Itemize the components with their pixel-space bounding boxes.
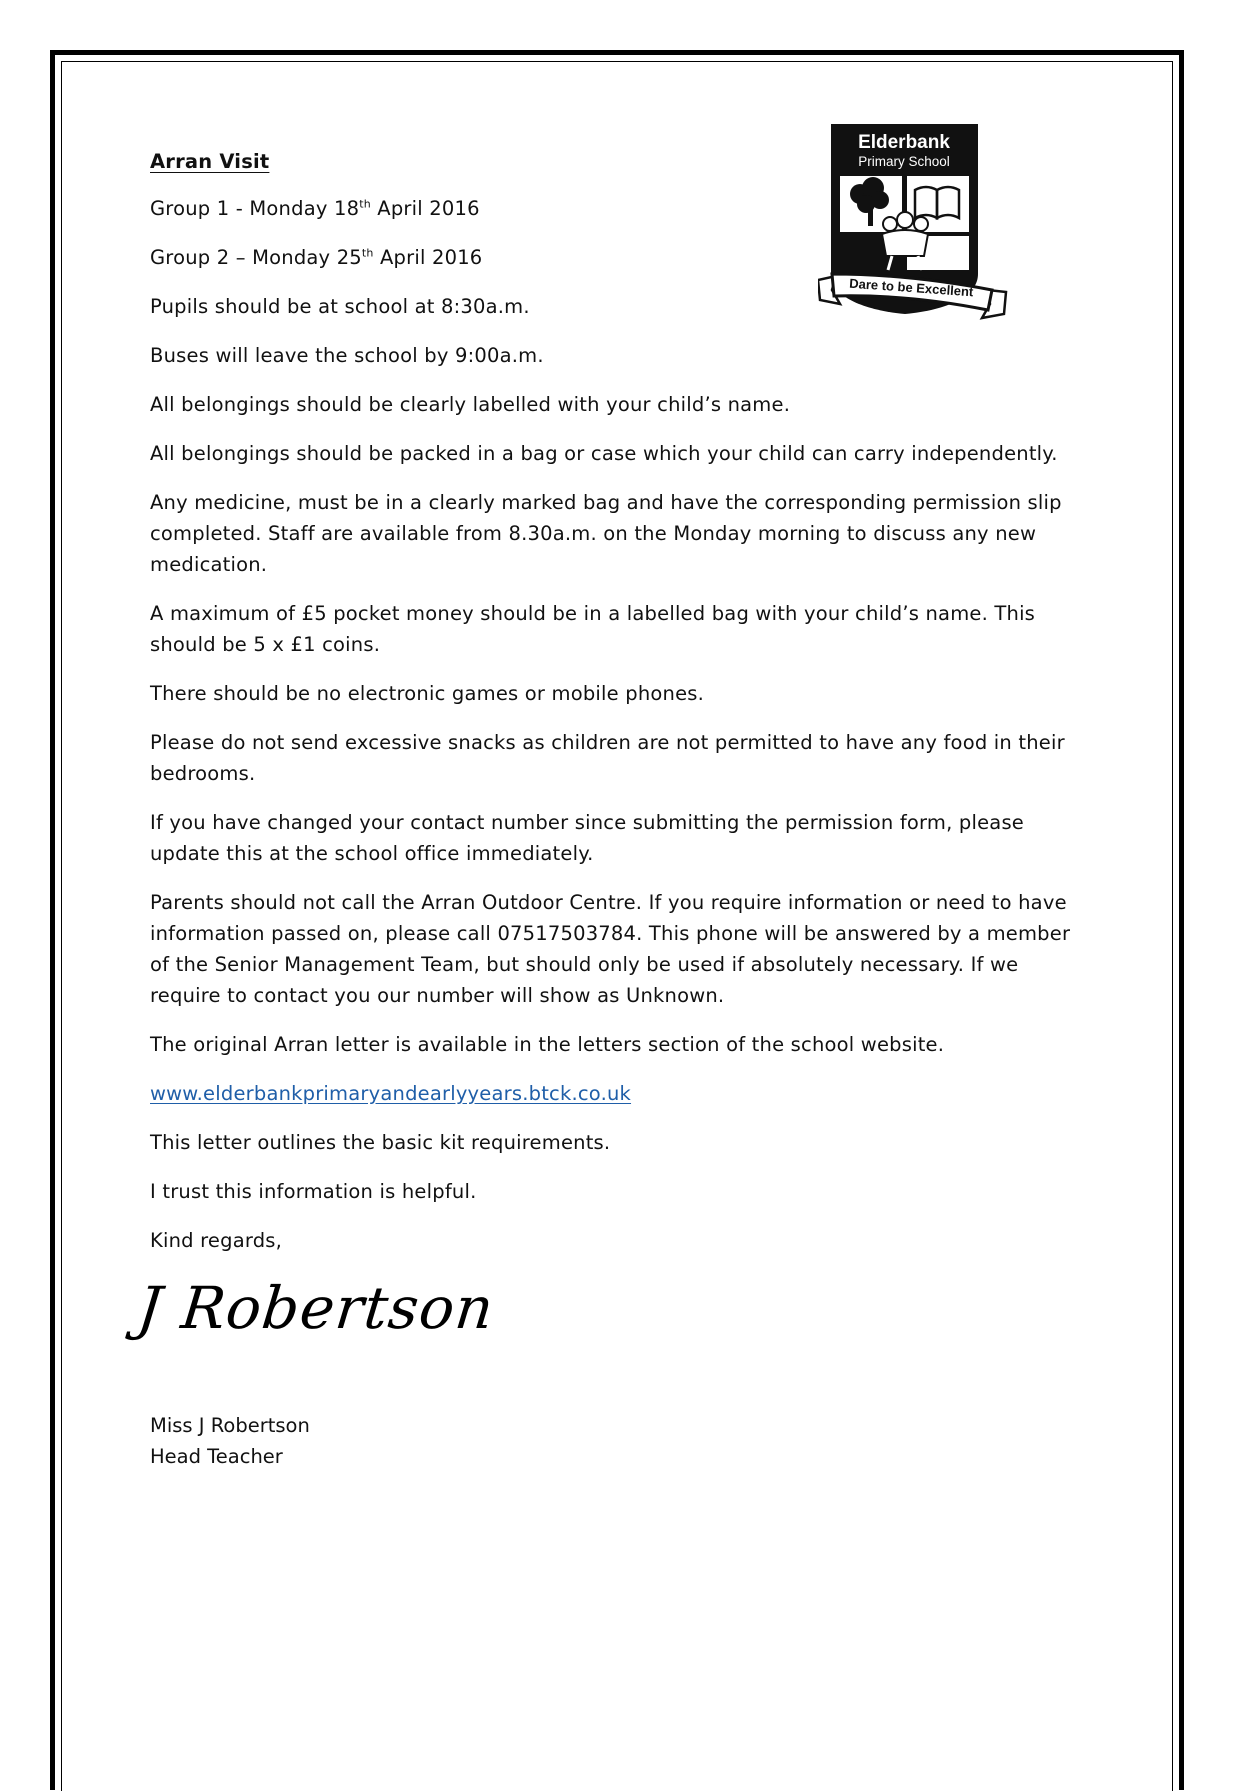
signoff-role: Head Teacher <box>150 1445 283 1468</box>
handwritten-signature: J Robertson <box>134 1274 498 1342</box>
salutation: Kind regards, <box>150 1229 283 1252</box>
packing-instructions: All belongings should be packed in a bag or case which your child can carry independently. <box>150 442 1058 465</box>
arrival-time: Pupils should be at school at 8:30a.m. <box>150 295 530 318</box>
letter-title: Arran Visit <box>150 150 270 173</box>
letter-body <box>134 146 1090 1472</box>
pocket-money: A maximum of £5 pocket money should be in a labelled bag with your child’s name. This should be 5 x £1 coins. <box>150 602 1036 656</box>
group1-date: Group 1 - Monday 18th April 2016 <box>150 197 480 220</box>
contact-update: If you have changed your contact number since submitting the permission form, please update this at the school office immediately. <box>150 811 1024 865</box>
labelled-belongings: All belongings should be clearly labelled with your child’s name. <box>150 393 791 416</box>
group2-date: Group 2 – Monday 25th April 2016 <box>150 246 483 269</box>
signoff-name: Miss J Robertson <box>150 1414 310 1437</box>
medicine-instructions: Any medicine, must be in a clearly marked bag and have the corresponding permission slip completed. Staff are available from 8.30a.m. on the Monday morning to discuss any new medication. <box>150 491 1062 576</box>
outdoor-centre-contact: Parents should not call the Arran Outdoor Centre. If you require information or need to have information passed on, please call 07517503784. This phone will be answered by a member of the Senior Management Team, but should only be used if absolutely necessary. If we require to contact you our number will show as Unknown. <box>150 891 1071 1007</box>
school-motto: Dare to be Excellent <box>848 275 974 300</box>
electronics-rule: There should be no electronic games or mobile phones. <box>150 682 705 705</box>
original-letter-note: The original Arran letter is available in the letters section of the school website. <box>150 1033 945 1056</box>
school-subtitle: Primary School <box>858 154 950 169</box>
closing-line: I trust this information is helpful. <box>150 1180 477 1203</box>
kit-note: This letter outlines the basic kit requirements. <box>150 1131 611 1154</box>
signoff-block <box>150 1410 1090 1472</box>
school-website-link[interactable]: www.elderbankprimaryandearlyyears.btck.co.uk <box>150 1082 632 1105</box>
snacks-rule: Please do not send excessive snacks as children are not permitted to have any food in their bedrooms. <box>150 731 1065 785</box>
school-name: Elderbank <box>858 132 950 153</box>
bus-departure: Buses will leave the school by 9:00a.m. <box>150 344 544 367</box>
